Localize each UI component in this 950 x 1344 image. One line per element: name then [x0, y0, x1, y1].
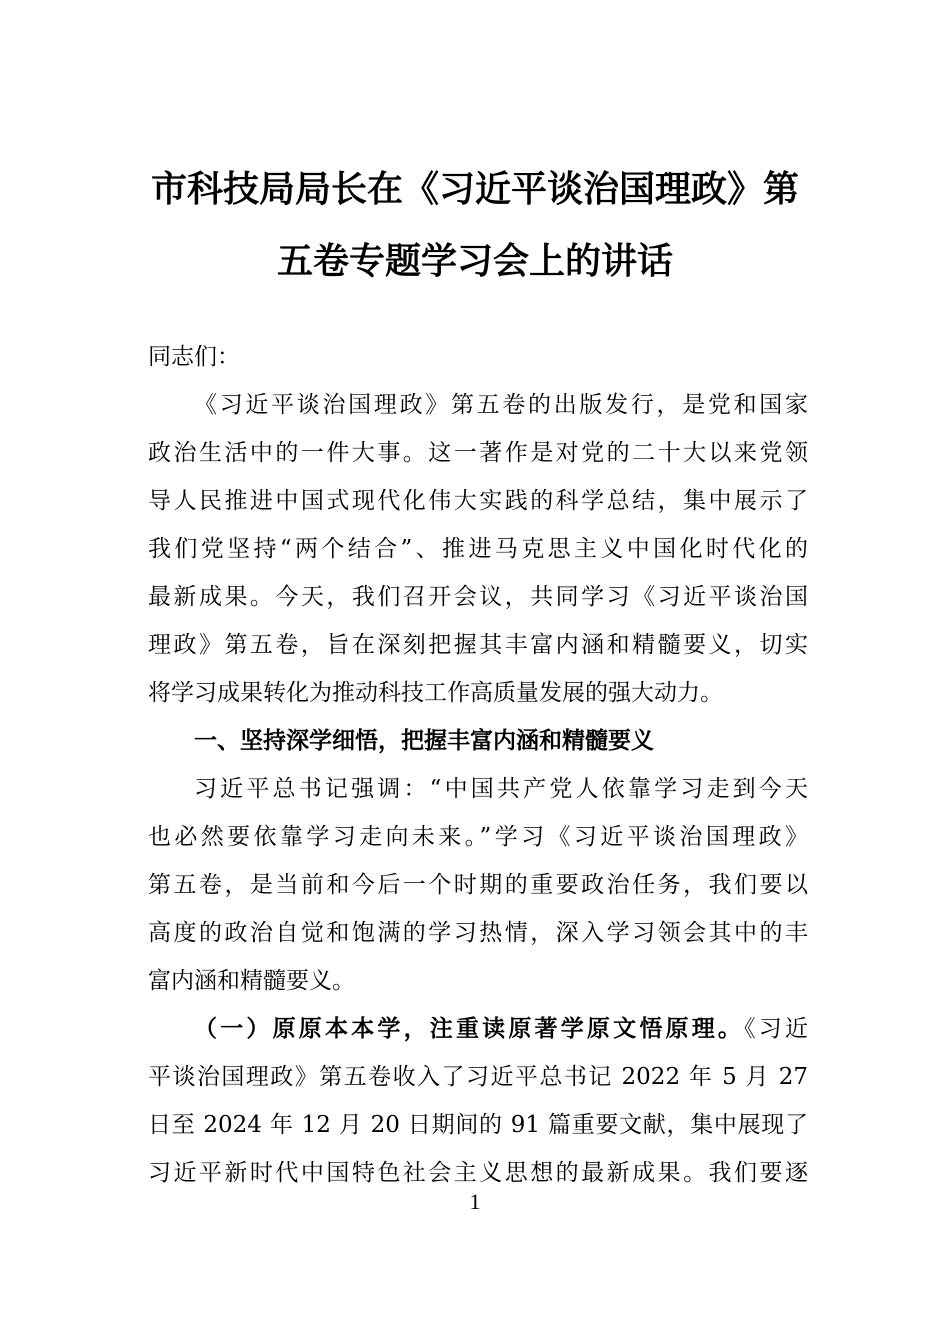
paragraph-1-line: 将学习成果转化为推动科技工作高质量发展的强大动力。: [148, 680, 723, 706]
paragraph-3-line: 日至 2024 年 12 月 20 日期间的 91 篇重要文献，集中展现了: [148, 1112, 808, 1138]
paragraph-1-line: 政治生活中的一件大事。这一著作是对党的二十大以来党领: [148, 440, 808, 466]
subsection-lead: （一）原原本本学，注重读原著学原文悟原理。: [194, 1015, 745, 1042]
paragraph-2-line: 高度的政治自觉和饱满的学习热情，深入学习领会其中的丰: [148, 920, 808, 946]
paragraph-2-line: 也必然要依靠学习走向未来。”学习《习近平谈治国理政》: [148, 824, 808, 850]
paragraph-1-line: 最新成果。今天，我们召开会议，共同学习《习近平谈治国: [148, 584, 808, 610]
section-heading-1: 一、坚持深学细悟，把握丰富内涵和精髓要义: [194, 728, 654, 754]
paragraph-2-line: 富内涵和精髓要义。: [148, 968, 355, 994]
paragraph-3-first-line: [194, 1014, 808, 1044]
paragraph-1-line: 导人民推进中国式现代化伟大实践的科学总结，集中展示了: [148, 488, 808, 514]
paragraph-2-line: 习近平总书记强调：“中国共产党人依靠学习走到今天: [194, 776, 808, 802]
paragraph-2-line: 第五卷，是当前和今后一个时期的重要政治任务，我们要以: [148, 872, 808, 898]
document-title-line-2: 五卷专题学习会上的讲话: [276, 241, 673, 282]
paragraph-3-line: 习近平新时代中国特色社会主义思想的最新成果。我们要逐: [148, 1160, 808, 1186]
document-title-line-1: 市科技局局长在《习近平谈治国理政》第: [150, 169, 799, 210]
salutation: 同志们：: [148, 344, 240, 370]
paragraph-3-line: 平谈治国理政》第五卷收入了习近平总书记 2022 年 5 月 27: [148, 1064, 808, 1090]
paragraph-3-first-line-rest: 《习近: [744, 1016, 808, 1042]
paragraph-1-line: 《习近平谈治国理政》第五卷的出版发行，是党和国家: [194, 392, 808, 418]
paragraph-1-line: 理政》第五卷，旨在深刻把握其丰富内涵和精髓要义，切实: [148, 632, 808, 658]
paragraph-1-line: 我们党坚持“两个结合”、推进马克思主义中国化时代化的: [148, 536, 808, 562]
page-number: 1: [469, 1189, 481, 1214]
